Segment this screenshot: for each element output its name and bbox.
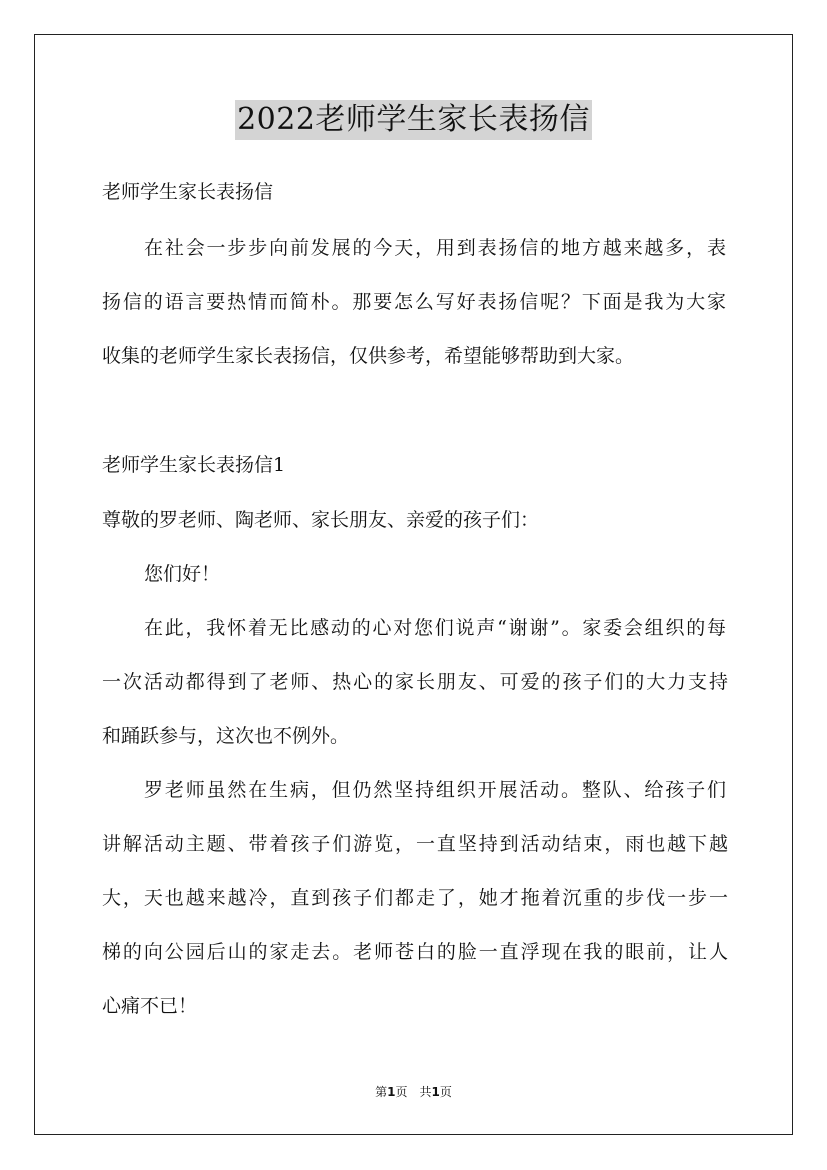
para2-line-1: 罗老师虽然在生病，但仍然坚持组织开展活动。整队、给孩子们 <box>144 779 726 801</box>
para2-line-5: 心痛不已！ <box>102 995 198 1017</box>
para2-line-3: 大，天也越来越冷，直到孩子们都走了，她才拖着沉重的步伐一步一 <box>102 887 728 909</box>
para1-line-2: 一次活动都得到了老师、热心的家长朋友、可爱的孩子们的大力支持 <box>102 671 728 693</box>
page-footer <box>0 1084 827 1100</box>
subtitle: 老师学生家长表扬信 <box>102 181 274 203</box>
footer-page-total: 1 <box>431 1085 440 1099</box>
document-title: 2022老师学生家长表扬信 <box>235 100 592 140</box>
greeting: 您们好！ <box>144 563 221 585</box>
para1-line-3: 和踊跃参与，这次也不例外。 <box>102 725 350 747</box>
section-heading: 老师学生家长表扬信1 <box>102 454 286 476</box>
title-container <box>0 100 827 140</box>
intro-line-1: 在社会一步步向前发展的今天，用到表扬信的地方越来越多，表 <box>144 237 726 259</box>
para2-line-4: 梯的向公园后山的家走去。老师苍白的脸一直浮现在我的眼前，让人 <box>102 941 728 963</box>
footer-mid: 页 共 <box>395 1085 432 1099</box>
para2-line-2: 讲解活动主题、带着孩子们游览，一直坚持到活动结束，雨也越下越 <box>102 833 728 855</box>
footer-prefix: 第 <box>375 1085 388 1099</box>
footer-page-number: 1 <box>387 1085 396 1099</box>
intro-line-2: 扬信的语言要热情而简朴。那要怎么写好表扬信呢？下面是我为大家 <box>102 291 726 313</box>
para1-line-1: 在此，我怀着无比感动的心对您们说声“谢谢”。家委会组织的每 <box>144 617 726 639</box>
footer-suffix: 页 <box>439 1085 452 1099</box>
salutation: 尊敬的罗老师、陶老师、家长朋友、亲爱的孩子们： <box>102 509 540 531</box>
intro-line-3: 收集的老师学生家长表扬信，仅供参考，希望能够帮助到大家。 <box>102 345 635 367</box>
